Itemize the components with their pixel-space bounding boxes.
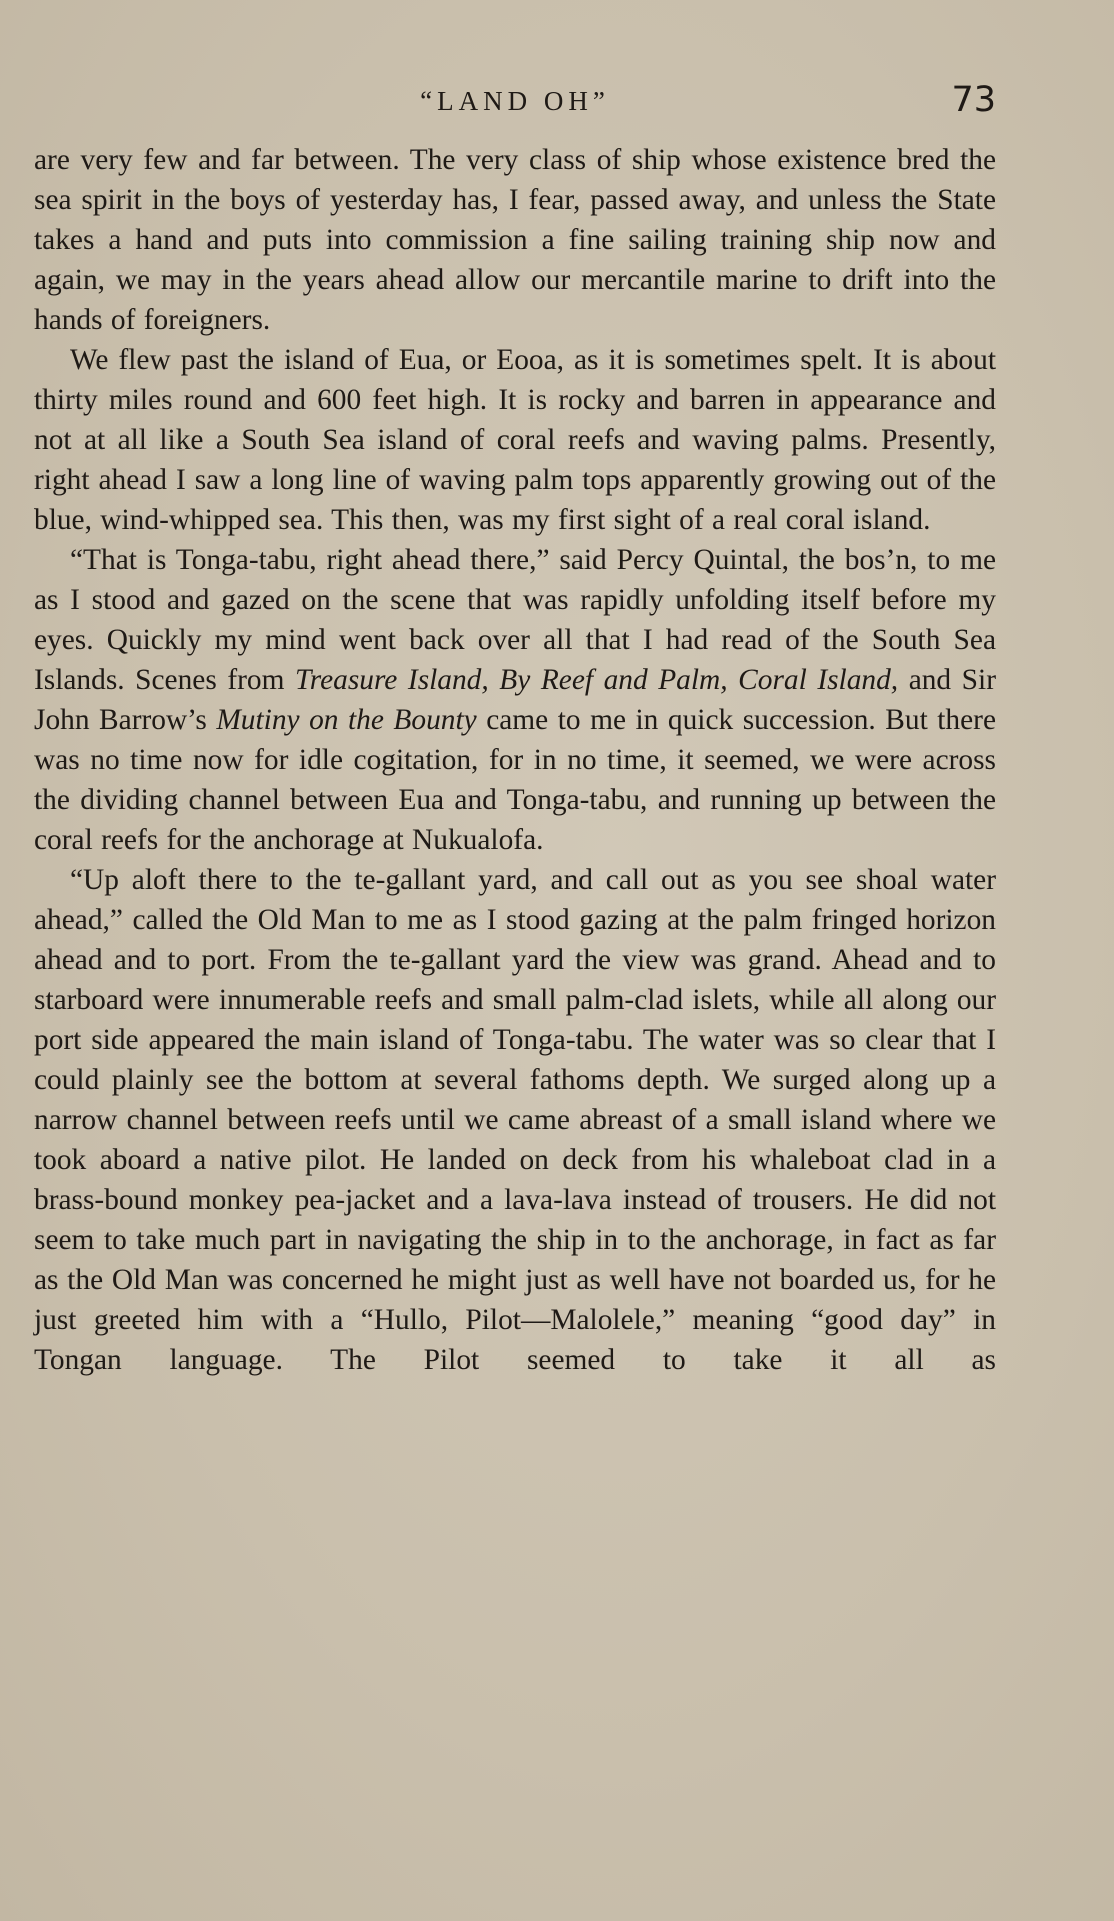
paragraph-4 (34, 860, 996, 1380)
paragraph-2 (34, 340, 996, 540)
paragraph-4-text: “Up aloft there to the te-gallant yard, and call out as you see shoal water ahead,” called the Old Man to me as I stood gazing at the palm fringed horizon ahead and to port. From the te-gallant yard the view was grand. Ahead and to starboard were innumerable reefs and small palm-clad islets, while all along our port side appeared the main island of Tonga-tabu. The water was so clear that I could plainly see the bottom at several fathoms depth. We surged along up a narrow channel between reefs until we came abreast of a small island where we took aboard a native pilot. He landed on deck from his whaleboat clad in a brass-bound monkey pea-jacket and a lava-lava instead of trousers. He did not seem to take much part in navigating the ship in to the anchorage, in fact as far as the Old Man was concerned he might just as well have not boarded us, for he just greeted him with a “Hullo, Pilot—Malolele,” meaning “good day” in Tongan language. The Pilot seemed to take it all as (34, 864, 996, 1376)
page-number: 73 (951, 80, 996, 120)
paragraph-3 (34, 540, 996, 860)
running-head (34, 78, 996, 128)
paragraph-1-text: are very few and far between. The very class of ship whose existence bred the sea spirit in the boys of yesterday has, I fear, passed away, and unless the State takes a hand and puts into commission a fine sailing training ship now and again, we may in the years ahead allow our mercantile marine to drift into the hands of foreigners. (34, 144, 996, 336)
body-text (34, 140, 996, 1380)
italic-book-titles: Treasure Island, By Reef and Palm, Coral Island, (295, 664, 899, 696)
paragraph-2-text: We flew past the island of Eua, or Eooa, as it is sometimes spelt. It is about thirty miles round and 600 feet high. It is rocky and barren in appearance and not at all like a South Sea island of coral reefs and waving palms. Presently, right ahead I saw a long line of waving palm tops apparently growing out of the blue, wind-whipped sea. This then, was my first sight of a real coral island. (34, 344, 996, 536)
paragraph-3-text-1: “That is Tonga-tabu, right ahead there,” said Percy Quintal, the bos’n, to me as I stood and gazed on the scene that was rapidly unfolding itself before my eyes. Quickly my mind went back over all that I had read of the South Sea Islands. Scenes from (34, 544, 996, 696)
chapter-title: “LAND OH” (420, 86, 610, 116)
paragraph-1 (34, 140, 996, 340)
paragraph-3-text-3: came to me in quick succession. But there was no time now for idle cogitation, for in no time, it seemed, we were across the dividing channel between Eua and Tonga-tabu, and running up between the coral reefs for the anchorage at Nukualofa. (34, 704, 996, 856)
paragraph-3-text-2: and Sir John Barrow’s (34, 664, 996, 736)
book-page (34, 78, 996, 1380)
italic-mutiny-on-the-bounty: Mutiny on the Bounty (216, 704, 477, 736)
